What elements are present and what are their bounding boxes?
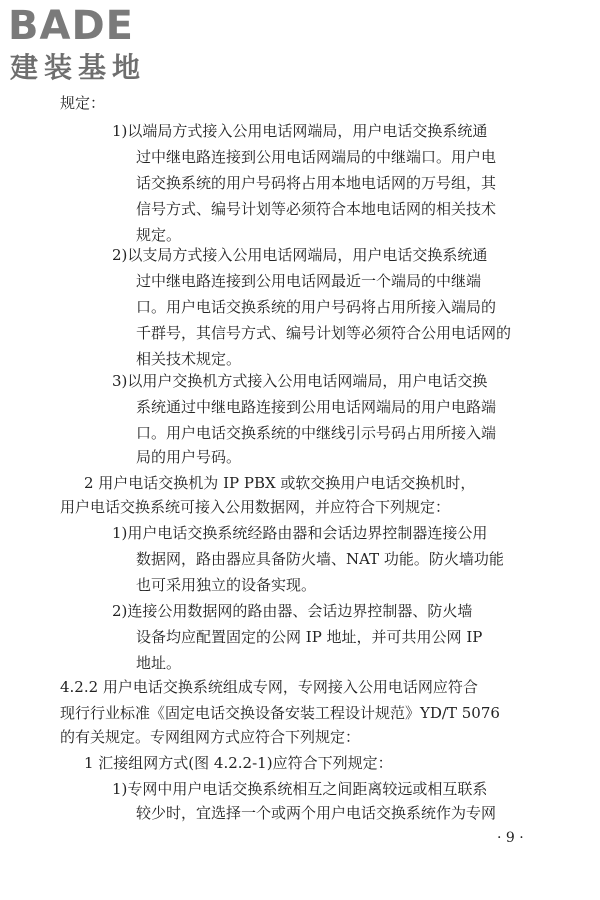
list-item: 1)以端局方式接入公用电话网端局，用户电话交换系统通	[112, 122, 488, 140]
text-line: 规定。	[136, 226, 182, 244]
text-line: 也可采用独立的设备实现。	[136, 576, 317, 594]
text-line: 相关技术规定。	[136, 350, 242, 368]
list-item: 1)专网中用户电话交换系统相互之间距离较远或相互联系	[112, 780, 488, 798]
text-line: 用户电话交换系统可接入公用数据网，并应符合下列规定：	[60, 498, 451, 516]
text-line: 过中继电路连接到公用电话网端局的中继端口。用户电	[136, 148, 497, 166]
logo-subtitle: 建装基地	[10, 51, 147, 84]
text-line: 口。用户电话交换系统的中继线引示号码占用所接入端	[136, 424, 497, 442]
list-item: 1)用户电话交换系统经路由器和会话边界控制器连接公用	[112, 524, 488, 542]
text-line: 局的用户号码。	[136, 448, 242, 466]
text-line: 千群号，其信号方式、编号计划等必须符合公用电话网的	[136, 324, 512, 342]
list-item: 3)以用户交换机方式接入公用电话网端局，用户电话交换	[112, 372, 488, 390]
text-line: 话交换系统的用户号码将占用本地电话网的万号组，其	[136, 174, 497, 192]
text-line: 规定：	[60, 94, 106, 112]
text-line: 系统通过中继电路连接到公用电话网端局的用户电路端	[136, 398, 497, 416]
text-line: 地址。	[136, 654, 182, 672]
text-line: 的有关规定。专网组网方式应符合下列规定：	[60, 728, 361, 746]
page-number: · 9 ·	[497, 830, 524, 846]
text-line: 较少时，宜选择一个或两个用户电话交换系统作为专网	[136, 804, 497, 822]
clause-item: 2 用户电话交换机为 IP PBX 或软交换用户电话交换机时，	[84, 474, 476, 492]
text-line: 数据网，路由器应具备防火墙、NAT 功能。防火墙功能	[136, 550, 504, 568]
text-line: 信号方式、编号计划等必须符合本地电话网的相关技术	[136, 200, 497, 218]
text-line: 口。用户电话交换系统的用户号码将占用所接入端局的	[136, 298, 497, 316]
section-4-2-2: 4.2.2 用户电话交换系统组成专网，专网接入公用电话网应符合	[60, 678, 478, 696]
logo-brand: BADE	[8, 3, 134, 49]
list-item: 2)以支局方式接入公用电话网端局，用户电话交换系统通	[112, 246, 488, 264]
text-line: 过中继电路连接到公用电话网最近一个端局的中继端	[136, 272, 482, 290]
list-item: 2)连接公用数据网的路由器、会话边界控制器、防火墙	[112, 602, 473, 620]
text-line: 设备均应配置固定的公网 IP 地址，并可共用公网 IP	[136, 628, 483, 646]
clause-item: 1 汇接组网方式(图 4.2.2-1)应符合下列规定：	[84, 754, 393, 772]
text-line: 现行行业标准《固定电话交换设备安装工程设计规范》YD/T 5076	[60, 704, 500, 722]
